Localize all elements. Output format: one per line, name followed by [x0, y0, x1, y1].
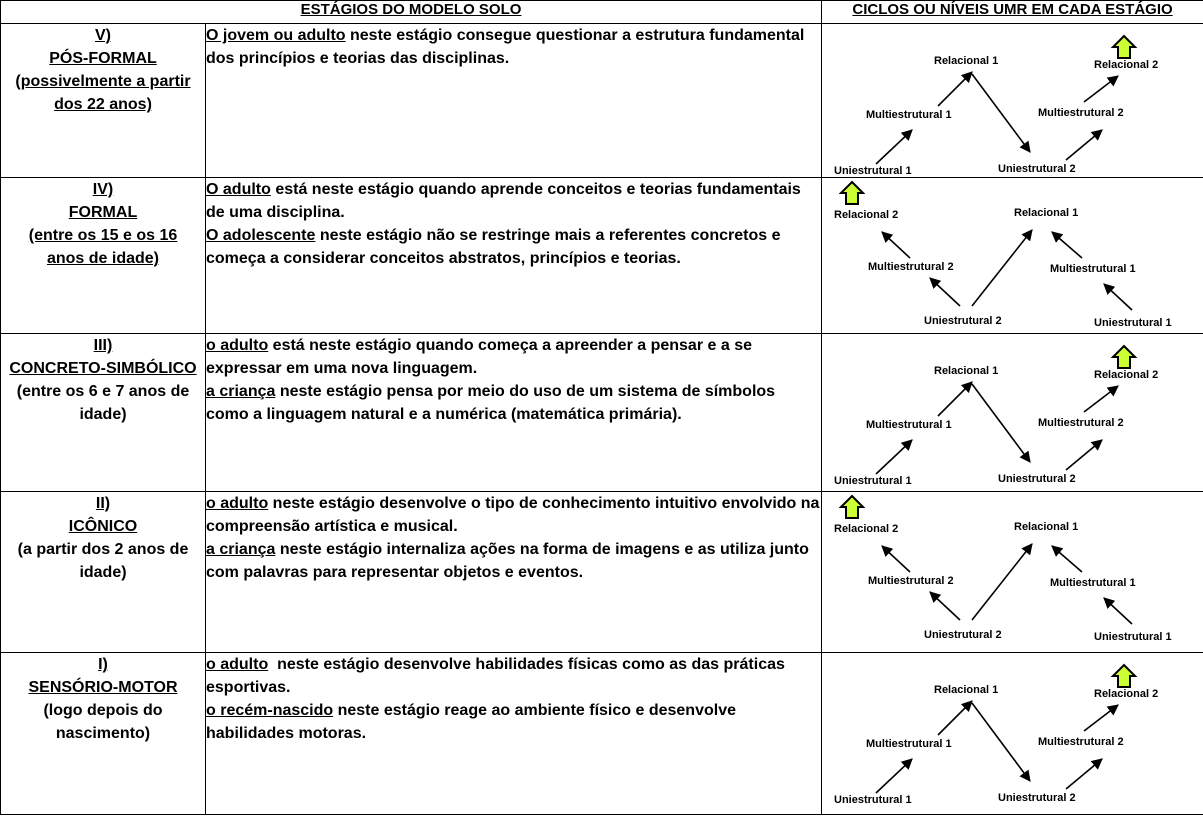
umr-cycle-svg	[822, 334, 1202, 490]
umr-cycle-diagram	[822, 492, 1203, 653]
level-label-r2: Relacional 2	[1094, 369, 1159, 381]
description-text: neste estágio pensa por meio do uso de um sistema de símbolos como a linguagem natural e a numérica (matemática primária).	[206, 383, 780, 423]
level-label-m1: Multiestrutural 1	[866, 738, 952, 750]
description-subject: O jovem ou adulto	[206, 27, 346, 44]
level-arrow	[1052, 232, 1082, 258]
description-text: está neste estágio quando aprende conceitos e teorias fundamentais de uma disciplina.	[206, 181, 806, 221]
umr-cycle-diagram	[822, 24, 1203, 178]
next-stage-arrow-icon	[841, 496, 863, 518]
level-arrow	[882, 546, 910, 572]
description-subject: a criança	[206, 383, 276, 400]
level-label-u1: Uniestrutural 1	[834, 475, 912, 487]
next-stage-arrow-icon	[1113, 346, 1135, 368]
stage-cell	[1, 178, 206, 334]
level-arrow	[972, 74, 1030, 152]
level-arrow	[972, 544, 1032, 620]
level-label-m1: Multiestrutural 1	[1050, 577, 1136, 589]
level-arrow	[876, 440, 912, 474]
next-stage-arrow-icon	[841, 182, 863, 204]
stage-age-line: (a partir dos 2 anos de	[17, 541, 189, 558]
umr-cycle-svg	[822, 492, 1202, 651]
stage-numeral: I)	[98, 656, 108, 673]
level-arrow	[938, 72, 972, 106]
level-arrow	[972, 230, 1032, 306]
stage-cell	[1, 653, 206, 815]
description-text: neste estágio desenvolve o tipo de conhecimento intuitivo envolvido na compreensão artística e musical.	[206, 495, 824, 535]
level-arrow	[938, 701, 972, 735]
level-arrow	[930, 278, 960, 306]
description-text: neste estágio não se restringe mais a referentes concretos e começa a considerar conceitos abstratos, princípios e teorias.	[206, 227, 785, 267]
stage-numeral: IV)	[92, 181, 114, 198]
umr-cycle-svg	[822, 178, 1202, 332]
stage-name: CONCRETO-SIMBÓLICO	[9, 360, 197, 377]
umr-cycle-diagram	[822, 653, 1203, 815]
level-label-u2: Uniestrutural 2	[924, 315, 1002, 327]
description-subject: O adulto	[206, 181, 271, 198]
stage-description	[206, 24, 822, 178]
level-label-r2: Relacional 2	[834, 209, 899, 221]
level-label-m2: Multiestrutural 2	[868, 575, 954, 587]
level-label-m2: Multiestrutural 2	[1038, 107, 1124, 119]
stage-name: PÓS-FORMAL	[49, 50, 157, 67]
stage-age-line: anos de idade)	[46, 250, 160, 267]
next-stage-arrow-icon	[1113, 36, 1135, 58]
level-label-r1: Relacional 1	[934, 55, 999, 67]
level-label-u1: Uniestrutural 1	[834, 165, 912, 176]
stage-description	[206, 334, 822, 492]
level-label-r1: Relacional 1	[1014, 207, 1079, 219]
description-subject: o adulto	[206, 337, 269, 354]
description-subject: o adulto	[206, 656, 269, 673]
description-paragraph	[206, 699, 821, 745]
stage-numeral: III)	[93, 337, 113, 354]
stage-cell	[1, 492, 206, 653]
description-text: neste estágio desenvolve habilidades físicas como as das práticas esportivas.	[206, 656, 790, 696]
stage-age-line: (logo depois do	[43, 702, 163, 719]
stage-numeral: V)	[95, 27, 111, 44]
description-paragraph	[206, 653, 821, 699]
umr-cycle-diagram	[822, 334, 1203, 492]
level-label-r2: Relacional 2	[1094, 59, 1159, 71]
header-stages	[1, 1, 822, 24]
level-label-m2: Multiestrutural 2	[1038, 736, 1124, 748]
umr-cycle-svg	[822, 653, 1202, 813]
description-text: neste estágio reage ao ambiente físico e desenvolve habilidades motoras.	[206, 702, 741, 742]
level-label-m1: Multiestrutural 1	[866, 109, 952, 121]
level-label-m2: Multiestrutural 2	[1038, 417, 1124, 429]
level-arrow	[1084, 386, 1118, 412]
level-arrow	[1066, 130, 1102, 160]
level-arrow	[1104, 284, 1132, 310]
stage-age-line: (entre os 6 e 7 anos de	[16, 383, 190, 400]
description-text: está neste estágio quando começa a apreender a pensar e a se expressar em uma nova linguagem.	[206, 337, 757, 377]
stage-age-line: idade)	[79, 564, 127, 581]
description-text: neste estágio internaliza ações na forma de imagens e as utiliza junto com palavras para representar objetos e eventos.	[206, 541, 814, 581]
stage-row	[1, 653, 1203, 815]
umr-cycle-diagram	[822, 178, 1203, 334]
stage-name: FORMAL	[68, 204, 138, 221]
stage-age-line: nascimento)	[55, 725, 151, 742]
level-label-u1: Uniestrutural 1	[834, 794, 912, 806]
description-subject: a criança	[206, 541, 276, 558]
stage-age-line: (possivelmente a partir	[15, 73, 191, 90]
next-stage-arrow-icon	[1113, 665, 1135, 687]
level-arrow	[938, 382, 972, 416]
stage-cell	[1, 334, 206, 492]
level-arrow	[1052, 546, 1082, 572]
level-label-r2: Relacional 2	[1094, 688, 1159, 700]
level-label-u2: Uniestrutural 2	[998, 792, 1076, 804]
description-paragraph	[206, 492, 824, 538]
description-paragraph	[206, 24, 821, 70]
level-label-u1: Uniestrutural 1	[1094, 631, 1172, 643]
stage-numeral: II)	[95, 495, 111, 512]
stage-row	[1, 334, 1203, 492]
stage-name: SENSÓRIO-MOTOR	[28, 679, 178, 696]
level-arrow	[930, 592, 960, 620]
level-arrow	[1084, 76, 1118, 102]
level-label-r1: Relacional 1	[934, 365, 999, 377]
description-subject: o recém-nascido	[206, 702, 334, 719]
level-label-m2: Multiestrutural 2	[868, 261, 954, 273]
level-label-r1: Relacional 1	[934, 684, 999, 696]
description-paragraph	[206, 224, 821, 270]
stage-age-line: idade)	[79, 406, 127, 423]
umr-cycle-svg	[822, 24, 1202, 176]
header-cycles-text: CICLOS OU NÍVEIS UMR EM CADA ESTÁGIO	[852, 1, 1173, 18]
level-label-m1: Multiestrutural 1	[1050, 263, 1136, 275]
level-arrow	[1066, 440, 1102, 470]
level-arrow	[876, 759, 912, 793]
level-label-u2: Uniestrutural 2	[998, 473, 1076, 485]
stage-description	[206, 178, 822, 334]
description-paragraph	[206, 380, 821, 426]
level-arrow	[1084, 705, 1118, 731]
header-cycles	[822, 1, 1203, 24]
description-paragraph	[206, 538, 821, 584]
level-arrow	[876, 130, 912, 164]
stage-cell	[1, 24, 206, 178]
stage-row	[1, 24, 1203, 178]
level-arrow	[1104, 598, 1132, 624]
stage-description	[206, 653, 822, 815]
level-arrow	[972, 703, 1030, 781]
level-arrow	[972, 384, 1030, 462]
stage-age-line: dos 22 anos)	[54, 96, 152, 113]
header-row	[1, 1, 1203, 24]
level-label-r2: Relacional 2	[834, 523, 899, 535]
level-label-m1: Multiestrutural 1	[866, 419, 952, 431]
stage-row	[1, 178, 1203, 334]
stage-name: ICÔNICO	[68, 518, 138, 535]
description-paragraph	[206, 178, 821, 224]
level-arrow	[882, 232, 910, 258]
stage-age-line: (entre os 15 e os 16	[28, 227, 178, 244]
level-label-u1: Uniestrutural 1	[1094, 317, 1172, 329]
description-paragraph	[206, 334, 821, 380]
level-label-u2: Uniestrutural 2	[924, 629, 1002, 641]
header-stages-text: ESTÁGIOS DO MODELO SOLO	[300, 1, 522, 18]
description-subject: O adolescente	[206, 227, 316, 244]
description-text: neste estágio consegue questionar a estrutura fundamental dos princípios e teorias das disciplinas.	[206, 27, 809, 67]
stage-description	[206, 492, 822, 653]
level-arrow	[1066, 759, 1102, 789]
description-subject: o adulto	[206, 495, 269, 512]
level-label-u2: Uniestrutural 2	[998, 163, 1076, 175]
level-label-r1: Relacional 1	[1014, 521, 1079, 533]
stage-row	[1, 492, 1203, 653]
